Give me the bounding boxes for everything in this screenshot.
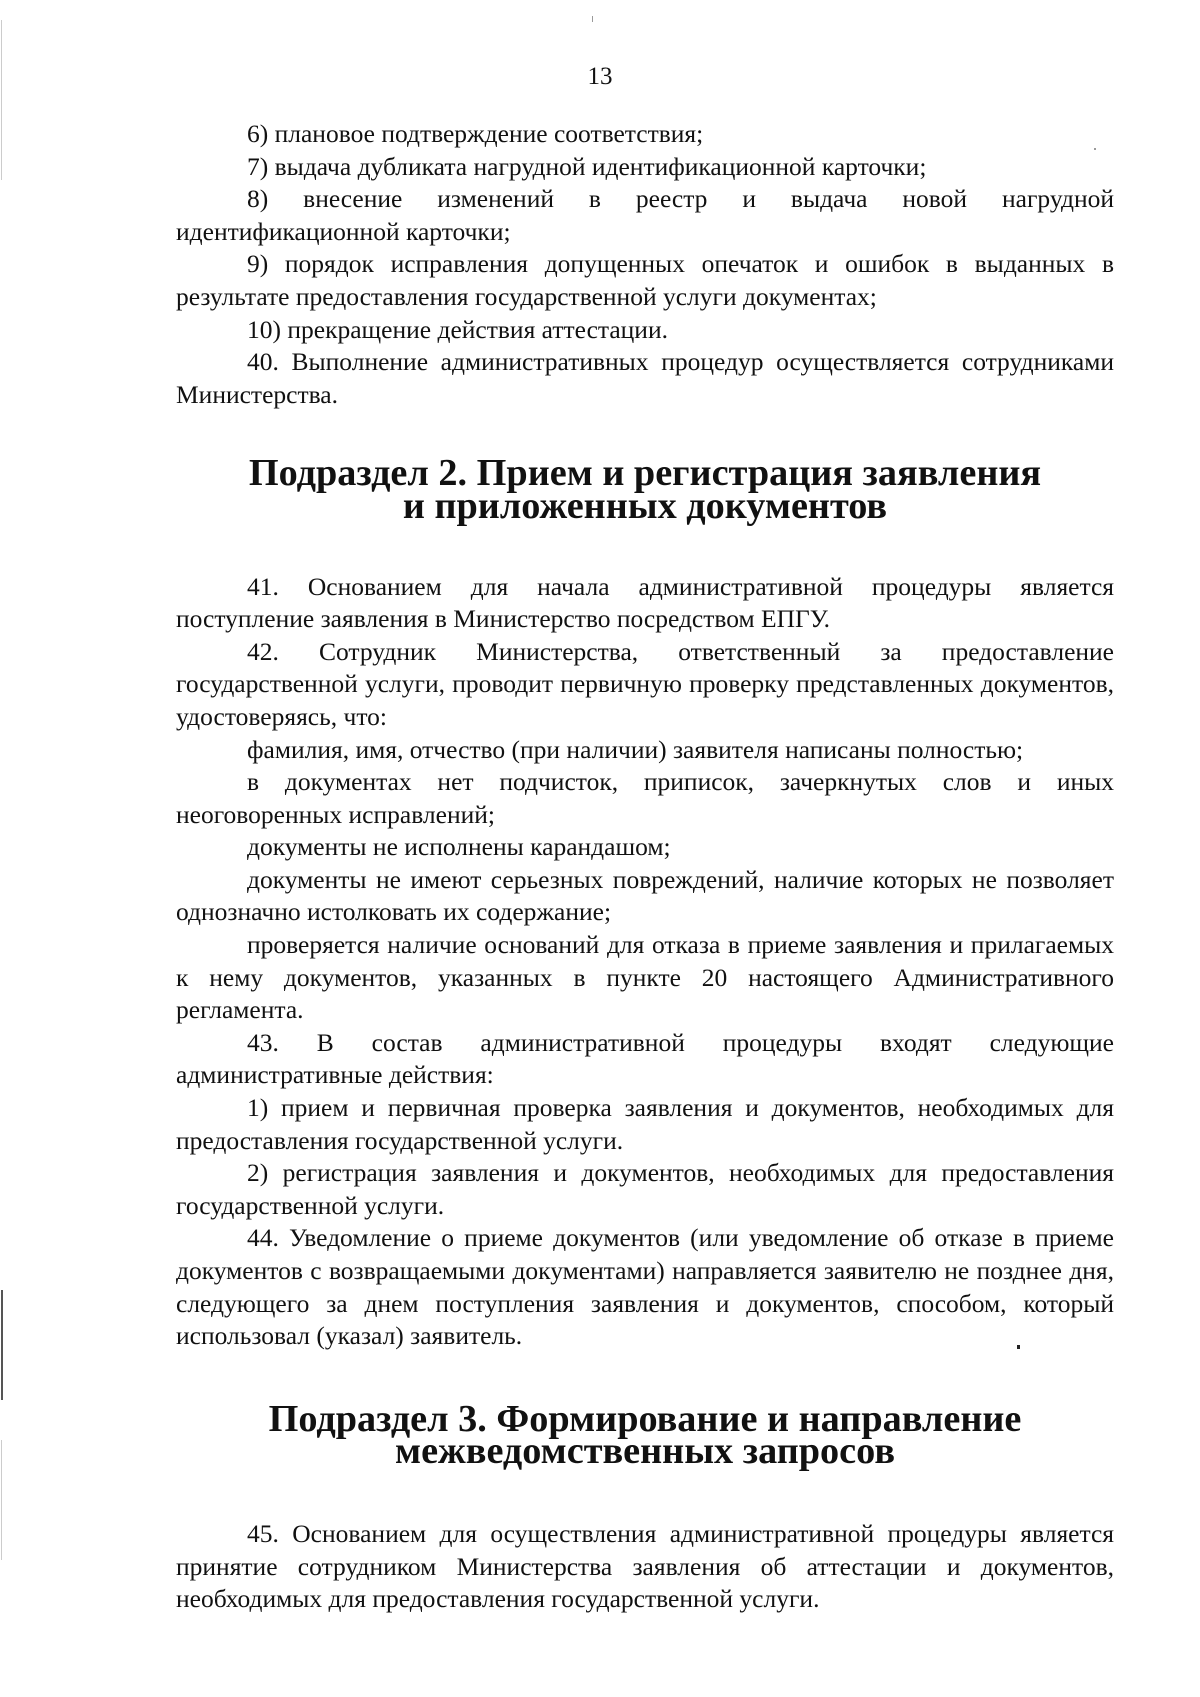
list-item: 1) прием и первичная проверка заявления и документов, необходимых для предоставления государственной услуги.: [176, 1093, 1114, 1155]
paragraph: 45. Основанием для осуществления административной процедуры является принятие сотрудником Министерства заявления об аттестации и документов, необходимых для предоставления государственной услуги.: [176, 1518, 1114, 1614]
list-item: 6) плановое подтверждение соответствия;: [247, 119, 704, 148]
paragraph: документы не имеют серьезных повреждений, наличие которых не позволяет однозначно истолковать их содержание;: [176, 864, 1114, 927]
scan-edge-mark: [1, 1440, 2, 1560]
section-heading: Подраздел 3. Формирование и направление межведомственных запросов: [268, 1397, 1022, 1473]
scan-edge-mark: [1, 1290, 3, 1400]
list-item: 9) порядок исправления допущенных опечаток и ошибок в выданных в результате предоставления государственной услуги документах;: [176, 249, 1114, 311]
paragraph: 40. Выполнение административных процедур осуществляется сотрудниками Министерства.: [176, 347, 1114, 409]
paragraph: 43. В состав административной процедуры входят следующие административные действия:: [176, 1027, 1114, 1090]
paragraph: 42. Сотрудник Министерства, ответственный за предоставление государственной услуги, проводит первичную проверку представленных документов, удостоверяясь, что:: [176, 636, 1114, 731]
page-number: 13: [587, 63, 613, 90]
paragraph: проверяется наличие оснований для отказа в приеме заявления и прилагаемых к нему документов, указанных в пункте 20 настоящего Административного регламента.: [176, 930, 1114, 1025]
list-item: 10) прекращение действия аттестации.: [247, 314, 668, 344]
paragraph: в документах нет подчисток, приписок, зачеркнутых слов и иных неоговоренных исправлений;: [176, 767, 1114, 829]
scan-edge-mark: [1, 20, 2, 180]
paragraph: документы не исполнены карандашом;: [247, 832, 671, 862]
scan-speck: [592, 16, 593, 22]
document-body: [176, 118, 1114, 1616]
list-item: 7) выдача дубликата нагрудной идентификационной карточки;: [247, 151, 927, 181]
paragraph: фамилия, имя, отчество (при наличии) заявителя написаны полностью;: [247, 734, 1024, 764]
section-heading: Подраздел 2. Прием и регистрация заявления и приложенных документов: [248, 452, 1042, 527]
paragraph: 41. Основанием для начала административной процедуры является поступление заявления в Министерство посредством ЕПГУ.: [176, 571, 1114, 634]
list-item: 2) регистрация заявления и документов, необходимых для предоставления государственной услуги.: [176, 1158, 1114, 1220]
list-item: 8) внесение изменений в реестр и выдача новой нагрудной идентификационной карточки;: [176, 184, 1114, 246]
paragraph: 44. Уведомление о приеме документов (или уведомление об отказе в приеме документов с возвращаемыми документами) направляется заявителю не позднее дня, следующего за днем поступления заявления и документов, способом, который использовал (указал) заявитель.: [176, 1223, 1114, 1351]
